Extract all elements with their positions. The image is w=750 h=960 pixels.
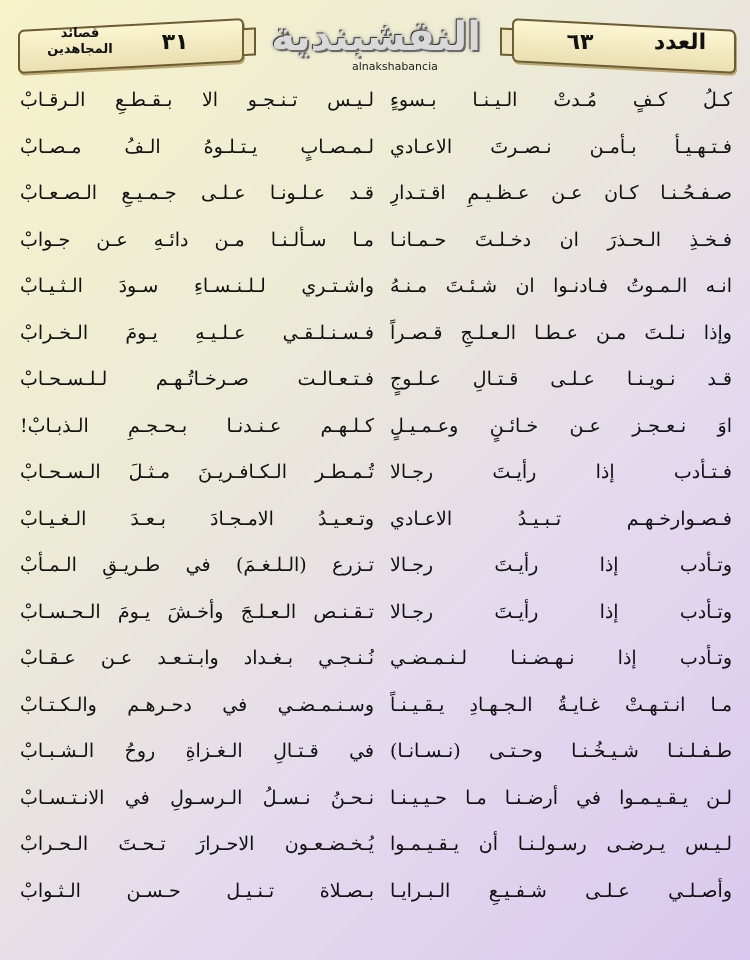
verse-second-hemistich: كـلـهـم عـنـدنـا بـحـجـمِ الـذبـابْ! [20,414,374,437]
poem-verse [0,311,750,358]
poem-verse [0,590,750,637]
poem-verse [0,450,750,497]
verse-first-hemistich: وتـأدب إذا رأيـتَ رجـالا [390,600,732,623]
verse-first-hemistich: انـه الـمـوتُ فـادنـوا ان شـئـتَ مـنـهُ [390,275,732,297]
poem-verse [0,264,750,311]
poem-verse [0,776,750,823]
verse-second-hemistich: وسـنـمـضـي في دحـرهـم والـكـتـابْ [20,693,374,716]
verse-first-hemistich: وإذا نـلـتَ مـن عـطـا الـعـلـجِ قـصـراً [390,321,732,344]
verse-first-hemistich: فـصـوارخـهـم تـبـيـدُ الاعـادي [390,507,732,530]
poem-verse [0,636,750,683]
verse-second-hemistich: تـقـنـص الـعـلـجَ وأخـشَ يـومَ الـحـسـابْ [20,600,374,623]
verse-second-hemistich: تـزرع (الـلـغـمَ) في طـريـقِ الـمـأبْ [20,554,374,576]
poem-body [0,78,750,915]
issue-number: ٦٣ [566,30,594,55]
verse-second-hemistich: فـتـعـالـت صـرخـاتُـهـم لـلـسـحـابْ [20,368,374,390]
verse-second-hemistich: في قـتـالِ الـغـزاةِ روحُ الـشـبـابْ [20,740,374,762]
verse-first-hemistich: وتـأدب إذا رأيـتَ رجـالا [390,554,732,576]
verse-first-hemistich: فـخـذِ الـحـذرَ ان دخـلـتَ حـمـانـا [390,228,732,251]
verse-second-hemistich: قـد عـلـونـا عـلـى جـمـيـعِ الـصـعـابْ [20,182,374,204]
page-number: ٣١ [161,30,189,55]
verse-first-hemistich: لـن يـقـيـمـوا في أرضـنـا مـا حـيـيـنـا [390,786,732,809]
verse-first-hemistich: وتـأدب إذا نـهـضـنـا لـنـمـضـي [390,647,732,669]
verse-first-hemistich: فـتـأدب إذا رأيـتَ رجـالا [390,461,732,483]
poem-verse [0,869,750,916]
verse-second-hemistich: نُـنـجـي بـغـداد وابـتـعـد عـن عـقـابْ [20,647,374,669]
poem-verse [0,404,750,451]
magazine-logo: النقشبندية [271,14,481,60]
poem-verse [0,729,750,776]
verse-second-hemistich: فـسـنـلـقـي عـلـيـهِ يـومَ الـخـرابْ [20,321,374,344]
verse-second-hemistich: وتـعـيـدُ الامـجـادَ بـعـدَ الـغـيـابْ [20,507,374,530]
poem-verse [0,543,750,590]
verse-second-hemistich: تُـمـطـر الـكـافـريـنَ مـثـلَ الـسـحـابْ [20,461,374,483]
verse-first-hemistich: وأصـلـي عـلـى شـفـيـعِ الـبـرايـا [390,879,732,902]
poem-verse [0,497,750,544]
section-label: قصائد المجاهدين [47,26,113,57]
verse-second-hemistich: لـمـصـابٍ يـتـلـوهُ الـفُ مـصـابْ [20,135,374,158]
verse-second-hemistich: واشـتـري لـلـنـسـاءِ سـودَ الـثـيـابْ [20,275,374,297]
verse-first-hemistich: قـد نـويـنـا عـلـى قـتـالِ عـلـوجٍ [390,368,732,390]
poem-verse [0,171,750,218]
poem-verse [0,822,750,869]
verse-first-hemistich: اوَ نـعـجـز عـن خـائـنٍ وعـمـيـلٍ [390,414,732,437]
poem-verse [0,357,750,404]
page-header [0,0,750,76]
poem-verse [0,218,750,265]
issue-label: العدد [653,30,707,55]
poem-verse [0,78,750,125]
verse-second-hemistich: مـا سـألـنـا مـن دائـهِ عـن جـوابْ [20,228,374,251]
verse-first-hemistich: صـفـحُـنـا كـان عـن عـظـيـمِ اقـتـدارِ [390,182,732,204]
logo-subtext: alnakshabancia [352,60,438,73]
poem-verse [0,125,750,172]
verse-first-hemistich: طـفـلـنـا شـيـخُـنـا وحـتـى (نـسـانـا) [390,740,732,762]
verse-first-hemistich: مـا انـتـهـتْ غـايـةُ الـجـهـادِ يـقـيـنـاً [390,693,732,716]
verse-first-hemistich: لـيـس يـرضـى رسـولـنـا أن يـقـيـمـوا [390,833,732,855]
verse-second-hemistich: بـصـلاة تـنـيـل حـسـن الـثـوابْ [20,879,374,902]
verse-second-hemistich: لـيـس تـنـجـو الا بـقـطـعِ الـرقـابْ [20,89,374,111]
verse-first-hemistich: كـلُ كـفٍ مُـدتْ الـيـنـا بـسوءٍ [390,89,732,111]
poem-verse [0,683,750,730]
verse-second-hemistich: يُـخـضـعـون الاحـرارَ تـحـتَ الـحـرابْ [20,833,374,855]
verse-first-hemistich: فـتـهـيـأ بـأمـن نـصـرتَ الاعـادي [390,135,732,158]
verse-second-hemistich: نـحـنُ نـسـلُ الـرسـولِ في الانـتـسـابْ [20,786,374,809]
